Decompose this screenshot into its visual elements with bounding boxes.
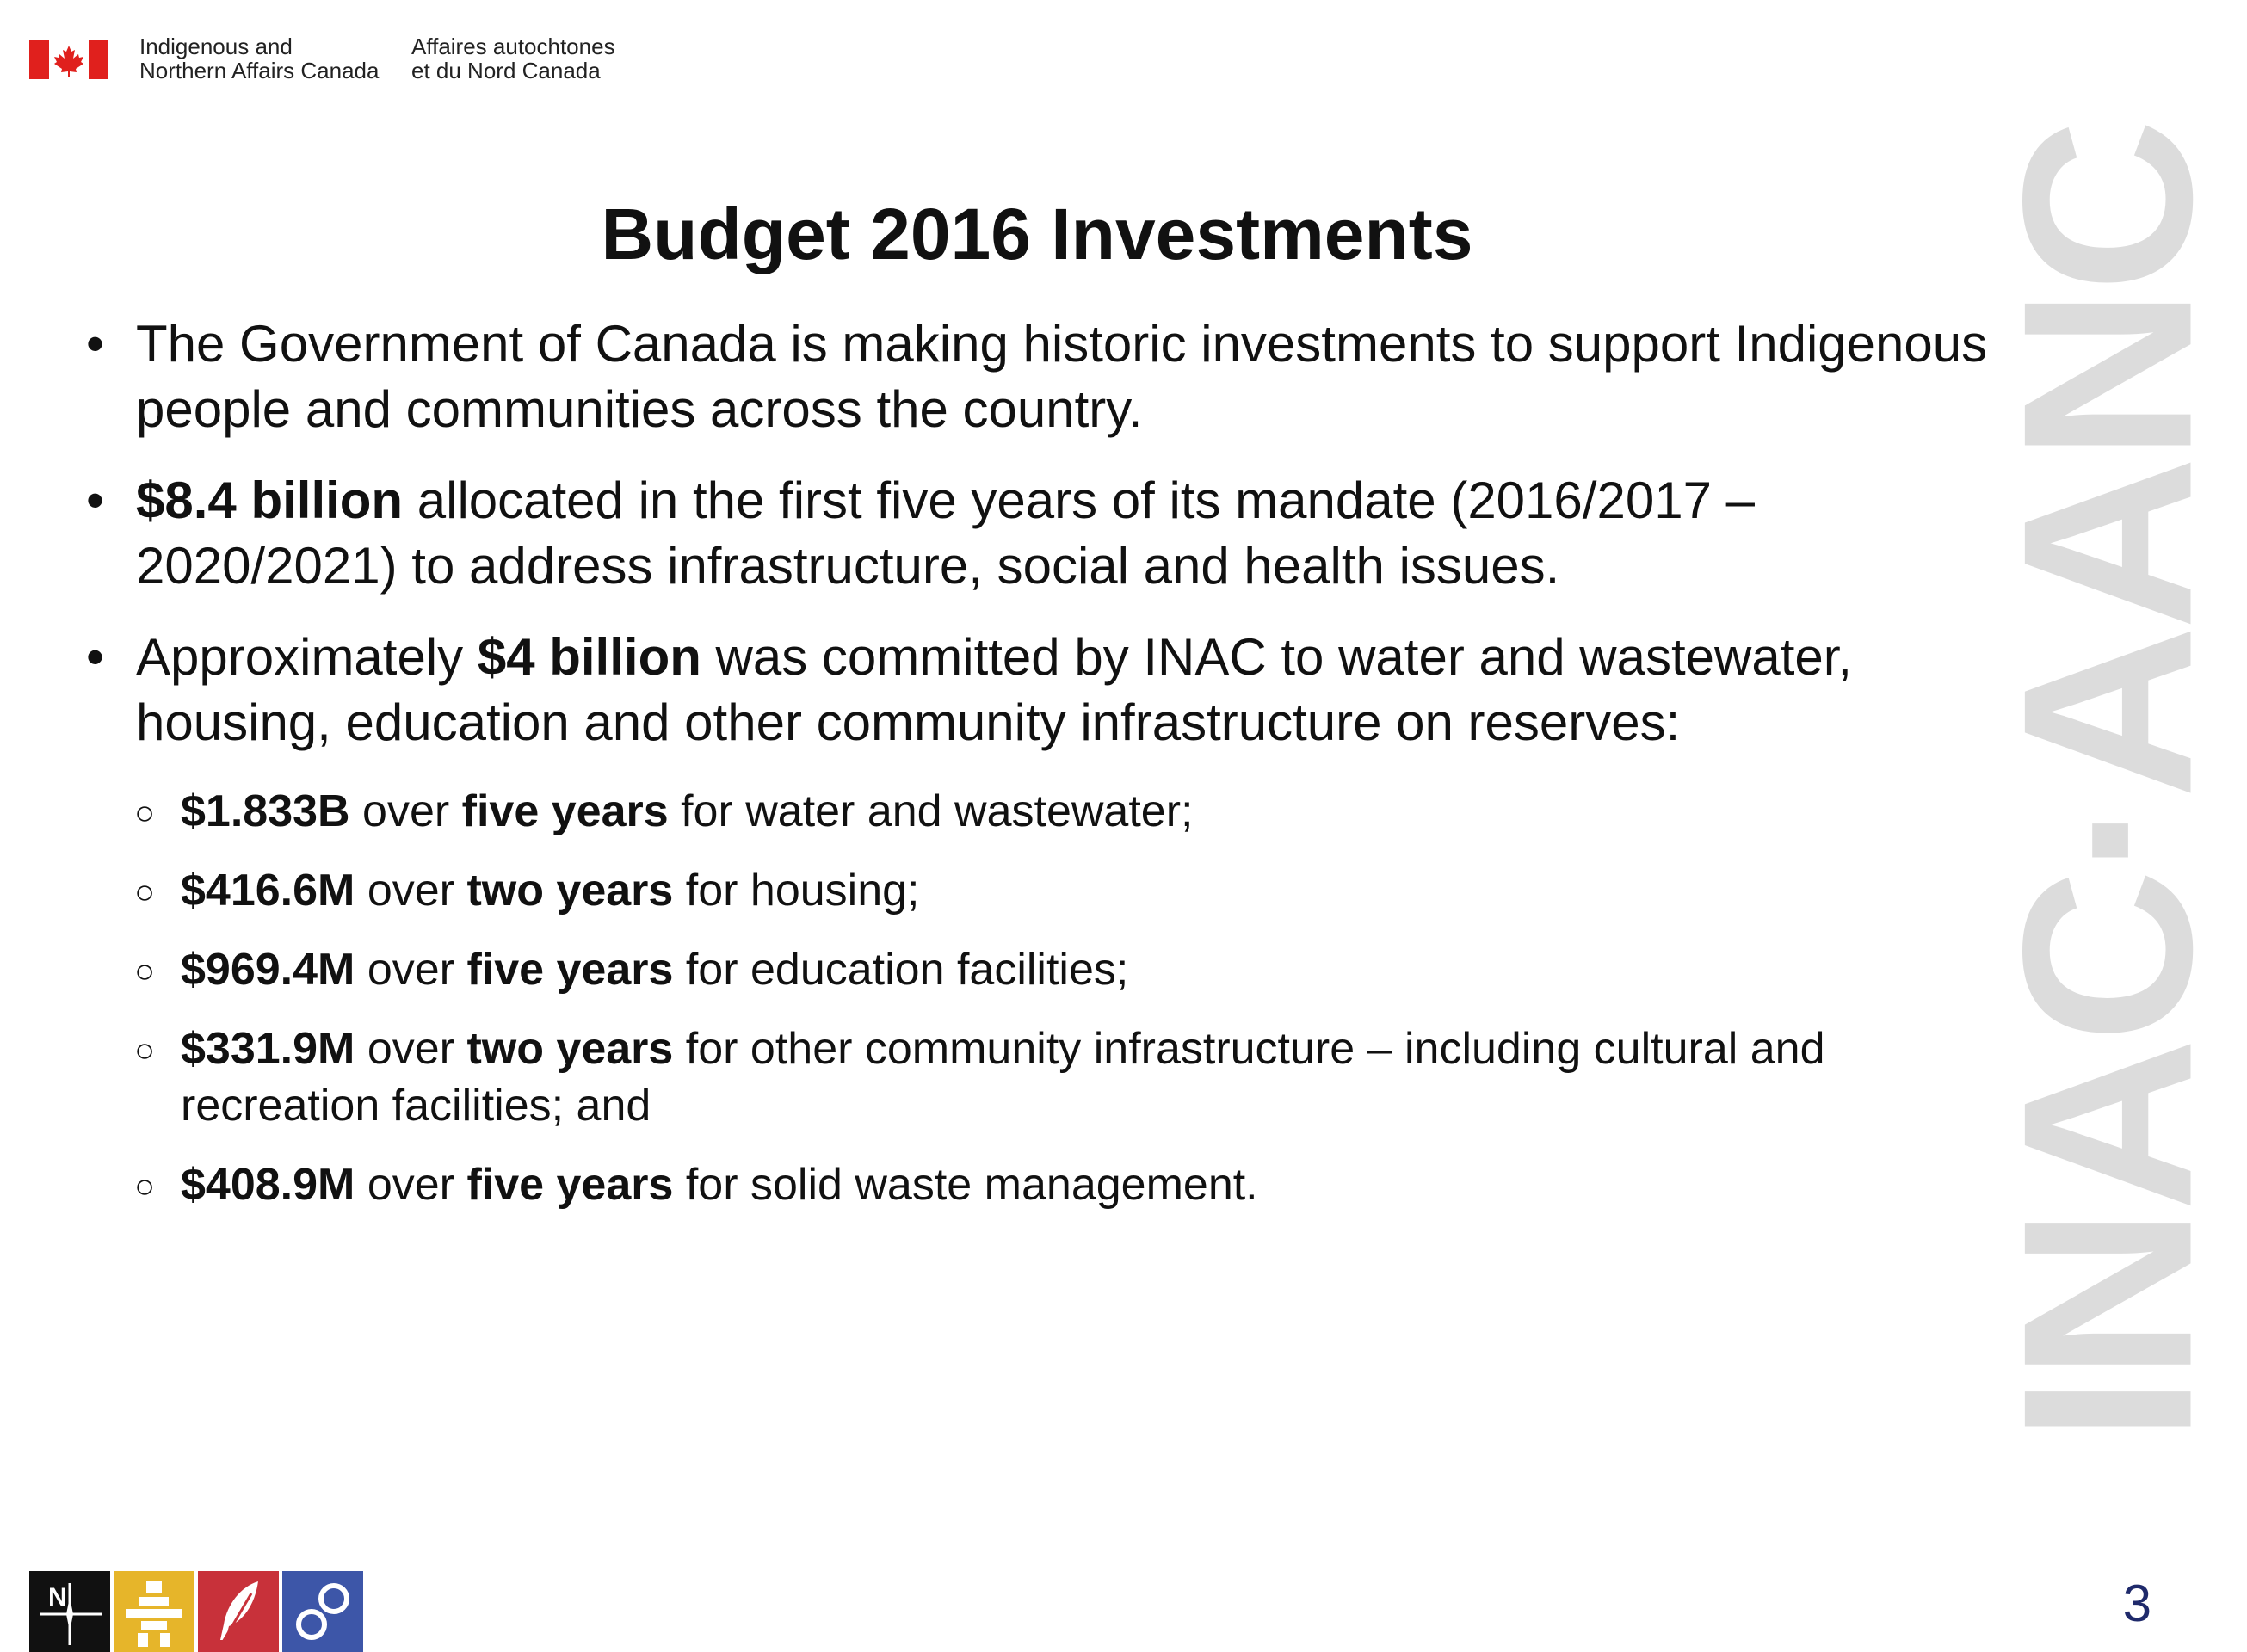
- inukshuk-icon: [114, 1571, 194, 1652]
- bullet-text: was committed by INAC to water and wastewater, housing, education and other community infrastructure on reserves:: [136, 628, 1853, 751]
- investment-item: [134, 1020, 2002, 1134]
- bullet-text: allocated in the first five years of its mandate (2016/2017 – 2020/2021) to address infrastructure, social and health issues.: [136, 472, 1755, 595]
- compass-north-icon: [29, 1571, 110, 1652]
- main-bullet-list: [83, 311, 2002, 781]
- bullet-highlight: $8.4 billion: [136, 472, 404, 529]
- investment-purpose: for education facilities;: [673, 945, 1129, 995]
- investment-purpose: for solid waste management.: [673, 1160, 1258, 1210]
- department-name-french-line: Affaires autochtones: [411, 34, 615, 59]
- investment-over: over: [355, 866, 467, 915]
- infinity-icon: [282, 1571, 363, 1652]
- canada-flag-icon: [29, 40, 108, 79]
- feather-icon: [198, 1571, 279, 1652]
- department-name-english-line: Indigenous and: [139, 34, 293, 59]
- department-name-french-line: et du Nord Canada: [411, 58, 601, 83]
- investment-amount: $408.9M: [181, 1160, 355, 1210]
- investment-purpose: for water and wastewater;: [668, 786, 1194, 836]
- investment-over: over: [355, 1024, 467, 1074]
- investment-item: [134, 783, 2002, 840]
- investment-sub-list: [134, 783, 2002, 1236]
- department-name-english-line: Northern Affairs Canada: [139, 58, 380, 83]
- investment-item: [134, 941, 2002, 998]
- investment-amount: $1.833B: [181, 786, 350, 836]
- investment-amount: $416.6M: [181, 866, 355, 915]
- bullet-item: [83, 468, 2002, 599]
- bullet-item: [83, 625, 2002, 755]
- department-name-english: [139, 34, 398, 83]
- investment-period: two years: [466, 1024, 674, 1074]
- watermark-text: INAC·AANC: [1973, 123, 2243, 1443]
- bullet-text: The Government of Canada is making historic investments to support Indigenous people and communities across the country.: [136, 315, 1988, 438]
- footer-icon-strip: [29, 1571, 373, 1652]
- department-name-french: [411, 34, 670, 83]
- investment-purpose: for housing;: [673, 866, 920, 915]
- investment-item: [134, 1156, 2002, 1213]
- bullet-highlight: $4 billion: [477, 628, 701, 686]
- investment-over: over: [355, 1160, 467, 1210]
- investment-item: [134, 862, 2002, 919]
- investment-amount: $969.4M: [181, 945, 355, 995]
- slide-title: Budget 2016 Investments: [601, 194, 1473, 274]
- compass-north-label: N: [48, 1583, 67, 1612]
- investment-period: five years: [461, 786, 669, 836]
- investment-period: two years: [466, 866, 674, 915]
- bullet-item: [83, 311, 2002, 442]
- investment-amount: $331.9M: [181, 1024, 355, 1074]
- investment-over: over: [355, 945, 467, 995]
- investment-period: five years: [466, 945, 674, 995]
- investment-period: five years: [466, 1160, 674, 1210]
- page-number: 3: [2122, 1575, 2151, 1632]
- bullet-prefix: Approximately: [136, 628, 478, 686]
- investment-over: over: [349, 786, 462, 836]
- investment-purpose: for other community infrastructure – including cultural and recreation facilities; and: [181, 1024, 1825, 1131]
- inac-aanc-watermark: [1973, 52, 2243, 1514]
